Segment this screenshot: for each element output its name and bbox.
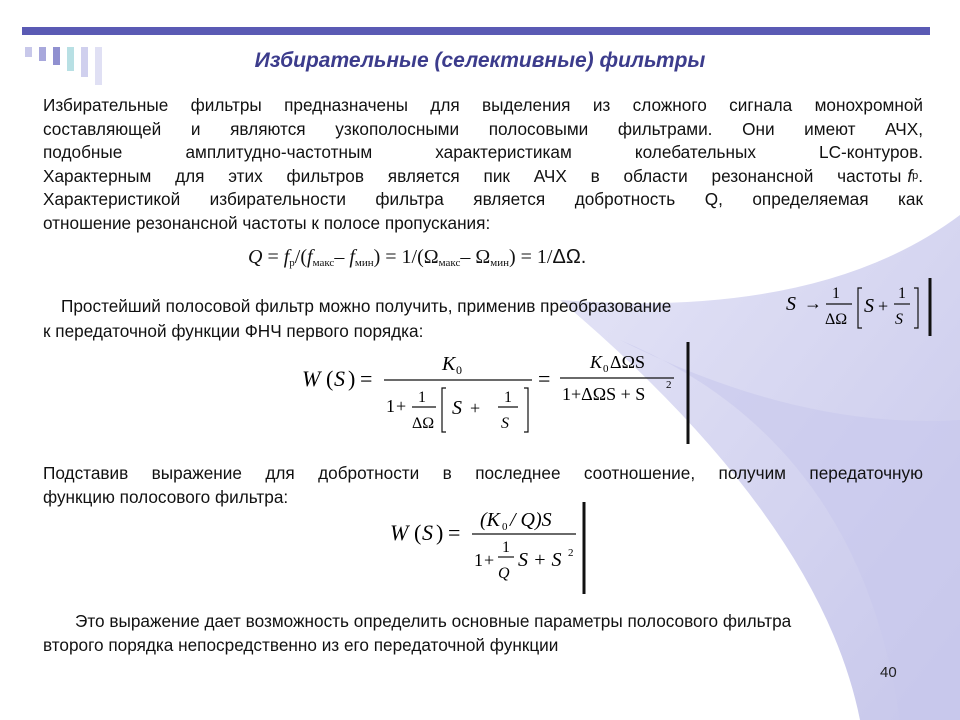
page-number: 40 — [880, 664, 897, 681]
svg-text:S + S: S + S — [518, 549, 562, 571]
text-line: Избирательные фильтры предназначены для выделения из сложного сигнала монохромной — [43, 95, 923, 115]
paragraph-intro — [43, 94, 923, 235]
svg-text:2: 2 — [666, 379, 672, 391]
svg-text:S: S — [864, 295, 874, 317]
svg-text:0: 0 — [603, 363, 609, 375]
paragraph-substitution-2: функцию полосового фильтра: — [43, 487, 289, 507]
svg-text:S: S — [452, 397, 462, 419]
top-accent-bar — [22, 27, 930, 35]
svg-text:1: 1 — [832, 285, 840, 302]
svg-text:S: S — [501, 415, 509, 432]
svg-text:S: S — [334, 366, 345, 391]
svg-text:=: = — [538, 366, 551, 391]
text-line: Характерным для этих фильтров является пик АЧХ в области резонансной частоты f р . — [43, 165, 923, 186]
paragraph-conclusion-2: второго порядка непосредственно из его передаточной функции — [43, 635, 559, 655]
formula-transform — [780, 276, 940, 338]
text-line: подобные амплитудно-частотным характеристикам колебательных LC-контуров. — [43, 142, 923, 162]
text-line: отношение резонансной частоты к полосе пропускания: — [43, 212, 491, 233]
formula-transfer-lowpass — [300, 340, 700, 448]
svg-text:2: 2 — [568, 547, 574, 559]
svg-text:/ Q)S: / Q)S — [510, 509, 552, 531]
svg-text:+: + — [484, 550, 495, 570]
svg-text:1: 1 — [898, 285, 906, 302]
svg-text:1: 1 — [474, 550, 483, 570]
svg-text:(K: (K — [480, 509, 500, 531]
paragraph-conclusion: Это выражение дает возможность определить основные параметры полосового фильтра — [75, 611, 792, 631]
svg-text:0: 0 — [456, 363, 462, 377]
paragraph-transform: Простейший полосовой фильтр можно получить, применив преобразование — [61, 296, 672, 316]
svg-text:Q: Q — [498, 565, 510, 582]
svg-text:S: S — [422, 520, 433, 545]
paragraph-substitution: Подставив выражение для добротности в последнее соотношение, получим передаточную — [43, 463, 923, 483]
formula-transfer-bandpass — [388, 500, 598, 596]
svg-text:ΔΩ: ΔΩ — [825, 311, 848, 328]
svg-text:S: S — [786, 293, 796, 315]
svg-text:W: W — [302, 366, 321, 391]
svg-text:ΔΩS: ΔΩS — [610, 352, 645, 372]
svg-text:ΔΩ: ΔΩ — [412, 415, 435, 432]
paragraph-transform-2: к передаточной функции ФНЧ первого порядка: — [43, 321, 424, 341]
svg-text:K: K — [442, 353, 456, 375]
svg-text:1: 1 — [502, 539, 510, 556]
text-line: составляющей и являются узкополосными полосовыми фильтрами. Они имеют АЧХ, — [43, 118, 923, 139]
svg-text:0: 0 — [502, 521, 508, 533]
svg-text:1: 1 — [418, 389, 426, 406]
svg-text:=: = — [448, 520, 461, 545]
svg-text:=: = — [360, 366, 373, 391]
svg-text:K: K — [590, 352, 603, 372]
svg-text:+: + — [878, 296, 889, 316]
svg-text:W: W — [390, 520, 409, 545]
slide-title: Избирательные (селективные) фильтры — [254, 49, 706, 72]
svg-text:(: ( — [326, 366, 334, 391]
svg-text:S: S — [895, 311, 903, 328]
svg-text:1+ΔΩS + S: 1+ΔΩS + S — [562, 384, 646, 404]
svg-text:): ) — [348, 366, 356, 391]
svg-text:→: → — [804, 293, 822, 313]
formula-quality-factor: $Q = f_р/(f_{макс}-$ $f_{мин}) = 1/(\Omega_{макс}-$ $\Omega_{мин}) = 1/\Delta\Omega$. — [248, 246, 587, 269]
svg-text:(: ( — [414, 520, 422, 545]
svg-text:1: 1 — [386, 396, 395, 416]
svg-text:+: + — [396, 396, 407, 416]
svg-text:): ) — [436, 520, 444, 545]
svg-text:+: + — [470, 398, 481, 418]
text-line: Характеристикой избирательности фильтра является добротность Q, определяемая как — [43, 189, 923, 209]
svg-text:1: 1 — [504, 389, 512, 406]
